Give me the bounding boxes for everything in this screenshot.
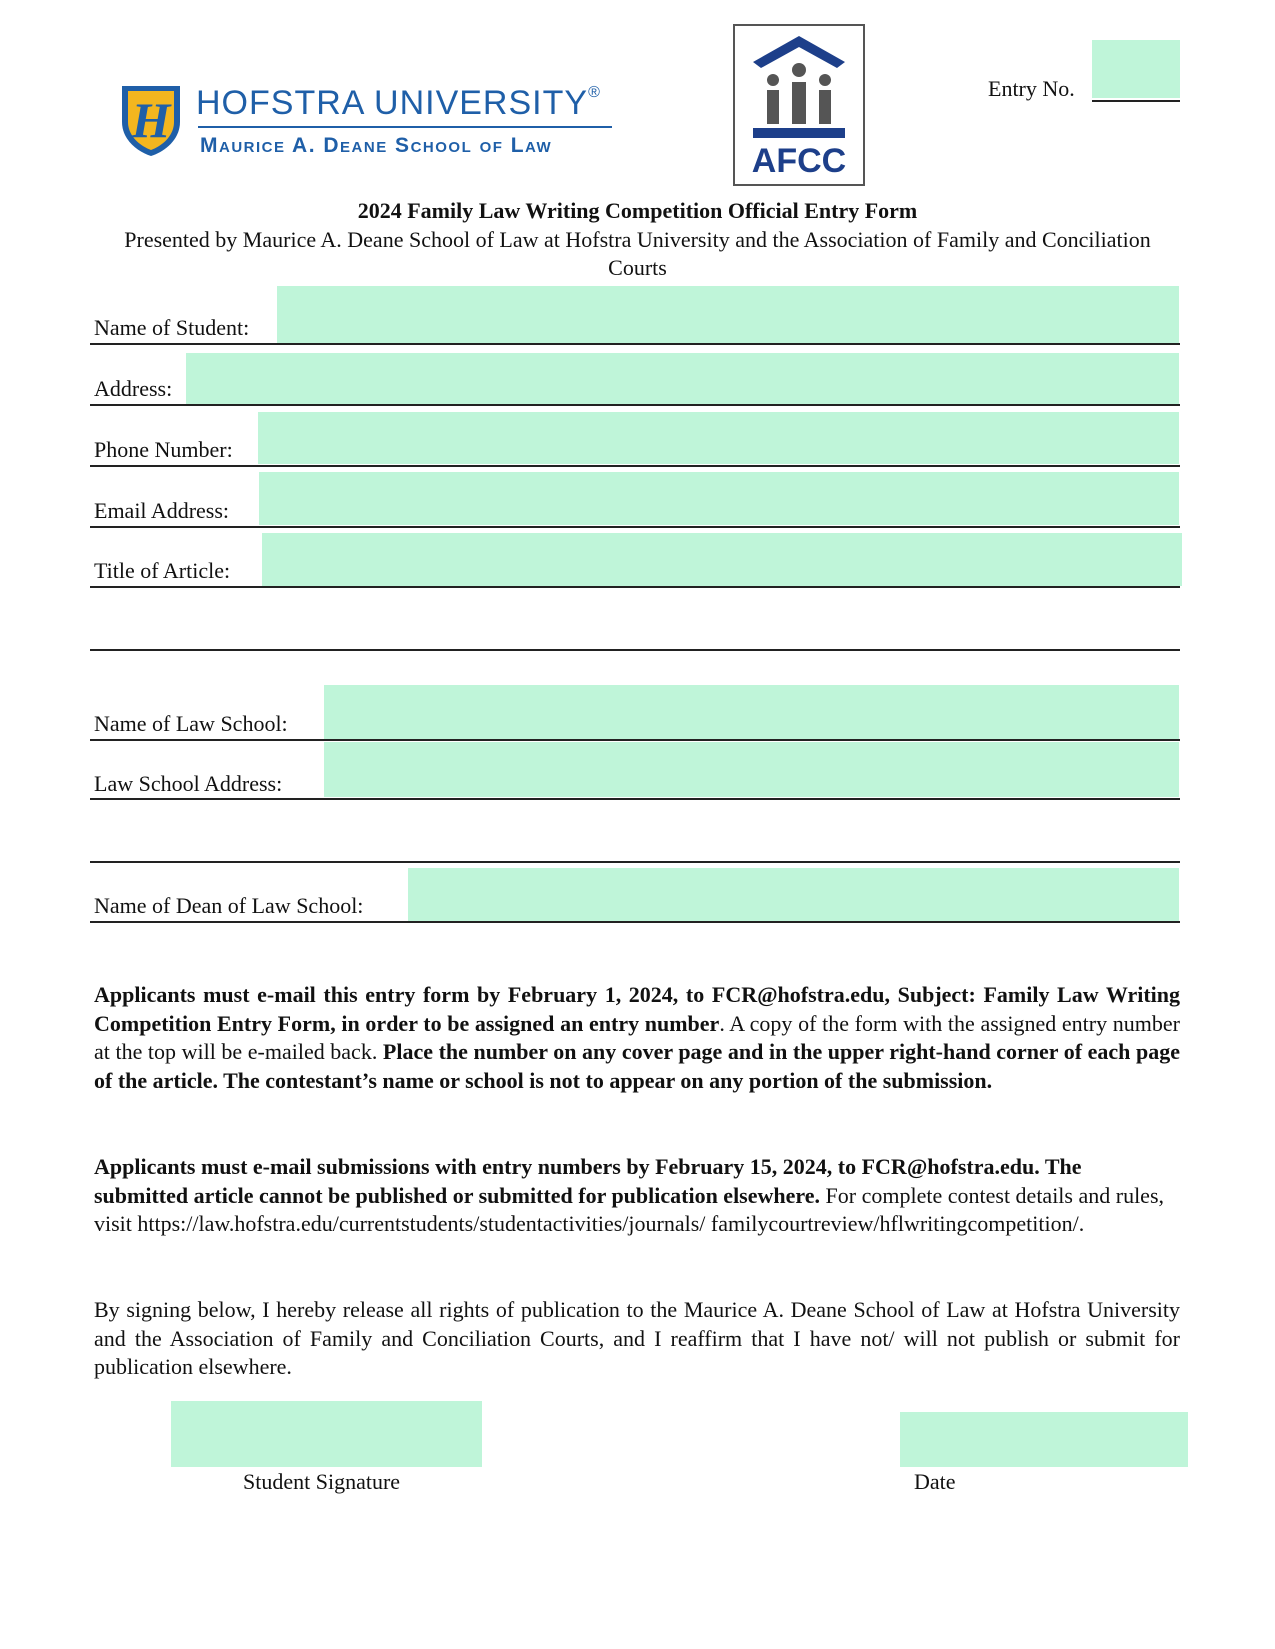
student-name-underline <box>90 343 1180 345</box>
afcc-text: AFCC <box>751 142 847 180</box>
phone-field[interactable] <box>258 412 1179 464</box>
email-field[interactable] <box>259 472 1179 525</box>
dean-name-label: Name of Dean of Law School: <box>94 893 364 918</box>
email-underline <box>90 526 1180 528</box>
instructions-paragraph-1: Applicants must e-mail this entry form by February 1, 2024, to FCR@hofstra.edu, Subject: Family Law Writing Competition Entry Form, in order to be assigned an entry number. A copy of the form with the assigned entry number at the top will be e-mailed back. Place the number on any cover page and in the upper right-hand corner of each page of the article. The contestant’s name or school is not to appear on any portion of the submission. <box>94 982 1180 1093</box>
date-field[interactable] <box>900 1412 1188 1467</box>
student-name-field[interactable] <box>277 286 1179 344</box>
form-title: 2024 Family Law Writing Competition Official Entry Form <box>357 198 918 223</box>
hofstra-logo <box>118 80 618 170</box>
afcc-family-icon <box>749 32 849 142</box>
school-name: Maurice A. Deane School of Law <box>200 134 553 157</box>
law-school-address-label: Law School Address: <box>94 771 283 796</box>
article-title-underline <box>90 586 1180 588</box>
dean-name-field[interactable] <box>408 868 1179 922</box>
address-field[interactable] <box>186 353 1179 406</box>
student-name-label: Name of Student: <box>94 315 250 340</box>
instructions-paragraph-2: Applicants must e-mail submissions with entry numbers by February 15, 2024, to FCR@hofstra.edu. The submitted article cannot be published or submitted for publication elsewhere. For complete contest details and rules, visit https://law.hofstra.edu/currentstudents/studentactivities/journals/ familycourtreview/hflwritingcompetition/. <box>94 1154 1165 1236</box>
student-signature-field[interactable] <box>171 1401 482 1467</box>
student-signature-label: Student Signature <box>243 1469 401 1494</box>
article-title-label: Title of Article: <box>94 558 231 583</box>
phone-label: Phone Number: <box>94 437 233 462</box>
release-paragraph: By signing below, I hereby release all rights of publication to the Maurice A. Deane School of Law at Hofstra University and the Association of Family and Conciliation Courts, and I reaffirm that I have not/ will not publish or submit for publication elsewhere. <box>94 1297 1180 1379</box>
law-school-address-continuation-line <box>90 861 1180 863</box>
article-title-continuation-line <box>90 649 1180 651</box>
logo-divider <box>198 126 612 128</box>
email-label: Email Address: <box>94 498 230 523</box>
address-underline <box>90 404 1180 406</box>
law-school-address-field[interactable] <box>324 742 1179 797</box>
entry-number-underline <box>1092 100 1180 102</box>
hofstra-shield-icon <box>118 82 184 158</box>
law-school-address-underline <box>90 798 1180 800</box>
entry-number-field[interactable] <box>1092 40 1180 98</box>
university-name: HOFSTRA UNIVERSITY® <box>196 84 601 122</box>
form-subtitle: Presented by Maurice A. Deane School of Law at Hofstra University and the Association of Family and Conciliation Courts <box>124 227 1151 280</box>
afcc-logo <box>733 24 865 186</box>
article-title-field[interactable] <box>262 533 1182 586</box>
shield-letter: H <box>131 92 171 148</box>
law-school-label: Name of Law School: <box>94 711 288 736</box>
date-label: Date <box>914 1469 956 1494</box>
dean-name-underline <box>90 921 1180 923</box>
law-school-underline <box>90 739 1180 741</box>
entry-number-label: Entry No. <box>988 76 1075 101</box>
law-school-field[interactable] <box>324 685 1179 739</box>
address-label: Address: <box>94 376 173 401</box>
phone-underline <box>90 465 1180 467</box>
